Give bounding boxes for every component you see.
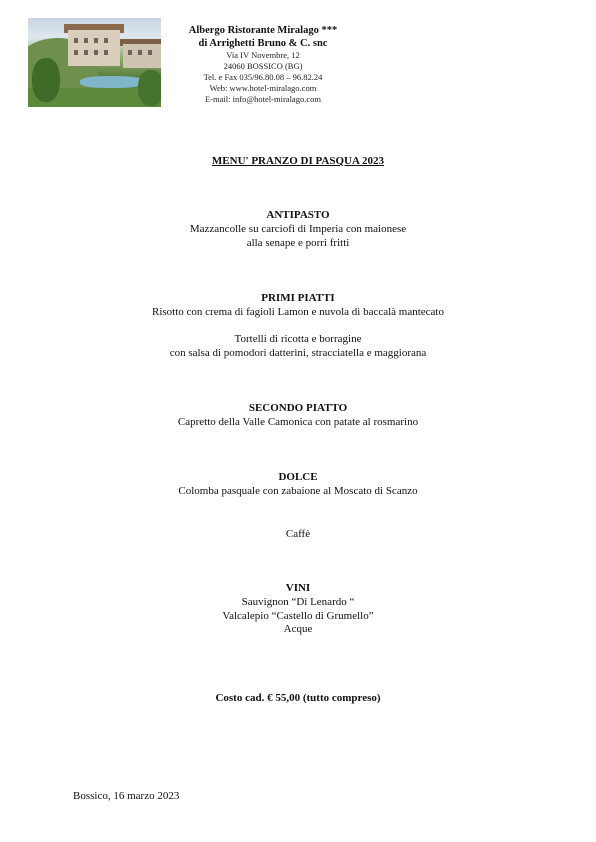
antipasto-line: Mazzancolle su carciofi di Imperia con maionese bbox=[189, 222, 407, 235]
primi-dish-2-line: con salsa di pomodori datterini, stracciatella e maggiorana bbox=[169, 346, 427, 359]
email: E-mail: info@hotel-miralago.com bbox=[205, 94, 321, 104]
primi-dish-2 bbox=[0, 333, 596, 361]
website: Web: www.hotel-miralago.com bbox=[209, 83, 317, 93]
hotel-name: Albergo Ristorante Miralago *** bbox=[188, 25, 338, 36]
secondo-section bbox=[0, 402, 596, 430]
primi-dish-2-line: Tortelli di ricotta e borragine bbox=[234, 333, 362, 345]
vini-heading: VINI bbox=[285, 582, 311, 594]
secondo-heading: SECONDO PIATTO bbox=[248, 402, 348, 414]
vini-line: Valcalepio “Castello di Grumello” bbox=[222, 609, 374, 622]
antipasto-line: alla senape e porri fritti bbox=[246, 236, 350, 249]
vini-line: Acque bbox=[283, 623, 313, 636]
antipasto-section bbox=[0, 209, 596, 250]
vini-section bbox=[0, 582, 596, 637]
hotel-photo bbox=[28, 18, 161, 107]
dolce-section bbox=[0, 471, 596, 499]
dolce-dish: Colomba pasquale con zabaione al Moscato di Scanzo bbox=[178, 484, 418, 497]
price: Costo cad. € 55,00 (tutto compreso) bbox=[215, 692, 381, 704]
primi-dish-1: Risotto con crema di fagioli Lamon e nuvola di baccalà mantecato bbox=[151, 305, 444, 318]
secondo-dish: Capretto della Valle Camonica con patate al rosmarino bbox=[177, 415, 419, 428]
document-date: Bossico, 16 marzo 2023 bbox=[73, 790, 180, 802]
caffe: Caffè bbox=[285, 528, 311, 540]
antipasto-heading: ANTIPASTO bbox=[266, 209, 330, 221]
phone: Tel. e Fax 035/96.80.08 – 96.82.24 bbox=[203, 72, 323, 82]
city: 24060 BOSSICO (BG) bbox=[223, 61, 303, 71]
letterhead bbox=[163, 24, 363, 105]
company-name: di Arrighetti Bruno & C. snc bbox=[198, 38, 328, 49]
dolce-heading: DOLCE bbox=[278, 471, 318, 483]
primi-section bbox=[0, 292, 596, 320]
address: Via IV Novembre, 12 bbox=[226, 50, 300, 60]
menu-title: MENU' PRANZO DI PASQUA 2023 bbox=[211, 155, 385, 167]
vini-line: Sauvignon “Di Lenardo “ bbox=[241, 595, 355, 608]
primi-heading: PRIMI PIATTI bbox=[261, 292, 335, 304]
